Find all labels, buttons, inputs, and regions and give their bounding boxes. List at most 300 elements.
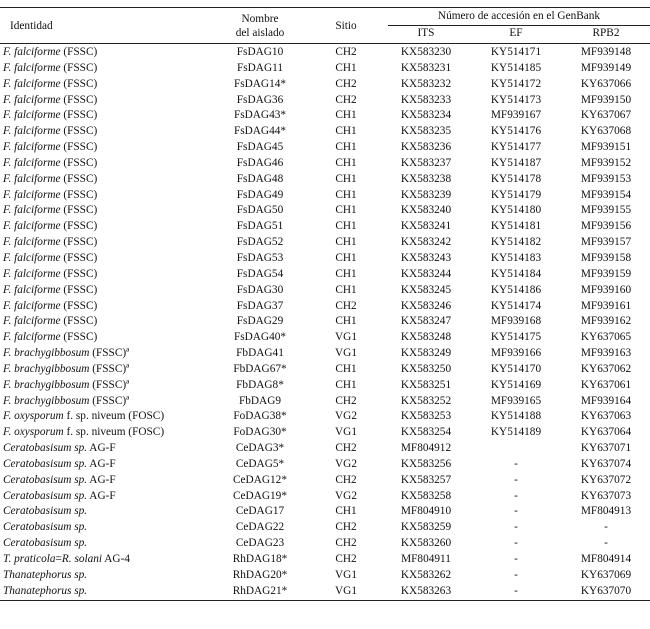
table-row	[0, 267, 650, 283]
cell-nombre: RhDAG21*	[210, 584, 310, 600]
cell-ef: KY514175	[490, 331, 542, 344]
species-name-italic: Ceratobasisum sp.	[3, 442, 88, 455]
cell-its: MF804912	[400, 442, 452, 455]
species-name-italic: F. falciforme	[3, 93, 61, 106]
cell-its: KX583245	[400, 283, 452, 296]
species-name-italic: F. falciforme	[3, 46, 61, 58]
cell-identidad	[0, 219, 210, 235]
species-name-italic: F. brachygibbosum	[3, 347, 90, 360]
cell-nombre: FbDAG8*	[236, 378, 284, 391]
cell-sitio: CH1	[335, 220, 357, 233]
cell-identidad	[0, 473, 210, 489]
species-name-italic: F. falciforme	[3, 204, 61, 217]
cell-its: KX583250	[400, 362, 452, 375]
cell-rpb2: MF939164	[580, 394, 632, 407]
genbank-accession-table	[0, 7, 650, 601]
species-name-italic: F. falciforme	[3, 220, 61, 233]
header-nombre-line1: Nombre	[241, 12, 279, 25]
cell-sitio: CH1	[335, 362, 357, 375]
cell-rpb2: MF939156	[580, 220, 632, 233]
cell-rpb2: MF939152	[580, 156, 632, 169]
table-row	[0, 219, 650, 235]
cell-sitio: VG1	[335, 347, 357, 360]
cell-rpb2: MF939162	[580, 315, 632, 328]
species-name-italic: F. falciforme	[3, 236, 61, 249]
species-qualifier: AG-4	[102, 553, 130, 565]
species-qualifier: (FSSC)	[60, 220, 98, 233]
species-qualifier: (FSSC)	[60, 331, 98, 344]
cell-ef: -	[514, 457, 518, 470]
cell-identidad	[0, 536, 210, 552]
cell-identidad	[0, 314, 210, 330]
table-row	[0, 156, 650, 172]
cell-ef: KY514173	[490, 93, 542, 106]
cell-identidad	[0, 251, 210, 267]
cell-its: KX583244	[400, 267, 452, 280]
cell-ef: KY514186	[490, 283, 542, 296]
table-row	[0, 77, 650, 93]
species-qualifier: (FSSC)	[60, 283, 98, 296]
cell-nombre: FsDAG51	[236, 220, 284, 233]
species-qualifier: =	[55, 553, 62, 565]
header-sitio: Sitio	[310, 8, 382, 44]
cell-sitio: CH1	[335, 109, 357, 122]
cell-nombre: FoDAG38*	[233, 410, 287, 423]
cell-identidad	[0, 156, 210, 172]
cell-nombre: FsDAG49	[236, 188, 284, 201]
cell-sitio: VG2	[335, 457, 357, 470]
header-identidad: Identidad	[0, 8, 210, 44]
cell-identidad	[0, 425, 210, 441]
cell-rpb2: MF939159	[580, 267, 632, 280]
cell-identidad	[0, 394, 210, 410]
cell-identidad	[0, 124, 210, 140]
cell-sitio: CH1	[335, 251, 357, 264]
species-qualifier: (FSSC)	[60, 46, 98, 58]
cell-its: KX583263	[382, 584, 470, 600]
species-name-italic: Ceratobasisum sp.	[3, 489, 88, 502]
table-row	[0, 346, 650, 362]
cell-sitio: CH1	[335, 61, 357, 74]
cell-rpb2: MF804914	[580, 553, 632, 565]
cell-its: KX583234	[400, 109, 452, 122]
cell-ef: MF939167	[490, 109, 542, 122]
table-row	[0, 330, 650, 346]
table-row	[0, 314, 650, 330]
species-name-italic: Ceratobasisum sp.	[3, 473, 88, 486]
species-name-italic: F. oxysporum	[3, 410, 64, 423]
cell-identidad	[0, 203, 210, 219]
table-row	[0, 584, 650, 600]
cell-rpb2: KY637061	[580, 378, 632, 391]
cell-nombre: CeDAG19*	[233, 489, 287, 502]
table-row	[0, 425, 650, 441]
cell-identidad	[0, 330, 210, 346]
table-row	[0, 489, 650, 505]
cell-rpb2: -	[604, 521, 608, 534]
cell-its: KX583249	[400, 347, 452, 360]
cell-its: MF804910	[400, 505, 452, 518]
cell-identidad	[0, 362, 210, 378]
cell-nombre: FsDAG50	[236, 204, 284, 217]
species-name-italic: F. brachygibbosum	[3, 394, 90, 407]
table-row	[0, 409, 650, 425]
cell-nombre: FoDAG30*	[233, 426, 287, 439]
cell-its: KX583253	[400, 410, 452, 423]
cell-ef: KY514174	[490, 299, 542, 312]
cell-its: KX583254	[400, 426, 452, 439]
cell-ef: KY514170	[490, 362, 542, 375]
cell-nombre: CeDAG3*	[235, 442, 285, 455]
cell-nombre: RhDAG20*	[232, 568, 288, 581]
table-row	[0, 61, 650, 77]
species-qualifier: (FSSC)	[60, 77, 98, 90]
species-name-italic: F. falciforme	[3, 299, 61, 312]
cell-nombre: FbDAG41	[236, 347, 284, 360]
species-name-italic: Ceratobasisum sp.	[3, 537, 88, 550]
cell-nombre: FsDAG43*	[233, 109, 287, 122]
cell-nombre: FsDAG40*	[233, 331, 287, 344]
species-name-italic: F. oxysporum	[3, 426, 64, 439]
cell-identidad	[0, 283, 210, 299]
cell-rpb2: MF939163	[580, 347, 632, 360]
cell-sitio: CH2	[335, 521, 357, 534]
species-qualifier: (FSSC)	[60, 188, 98, 201]
cell-nombre: FsDAG52	[236, 236, 284, 249]
cell-its: KX583256	[400, 457, 452, 470]
table-row	[0, 504, 650, 520]
table-row	[0, 93, 650, 109]
cell-ef	[470, 441, 562, 457]
species-qualifier: (FSSC)	[60, 204, 98, 217]
species-name-italic: Thanatephorus sp.	[3, 568, 88, 581]
cell-nombre: CeDAG5*	[235, 457, 285, 470]
cell-sitio: VG1	[310, 584, 382, 600]
cell-ef: KY514171	[490, 46, 542, 58]
cell-sitio: CH2	[335, 442, 357, 455]
species-qualifier: (FSSC)	[60, 61, 98, 74]
cell-identidad	[0, 378, 210, 394]
table-header	[0, 8, 650, 44]
cell-sitio: CH2	[335, 537, 357, 550]
species-name-italic: F. falciforme	[3, 188, 61, 201]
cell-ef: KY514187	[490, 156, 542, 169]
cell-identidad	[0, 267, 210, 283]
cell-ef: -	[514, 473, 518, 486]
cell-sitio: VG1	[335, 331, 357, 344]
table-row	[0, 140, 650, 156]
cell-ef: -	[514, 489, 518, 502]
table-row	[0, 441, 650, 457]
table-row	[0, 283, 650, 299]
species-qualifier: (FSSC)	[60, 125, 98, 138]
cell-rpb2: KY637064	[580, 426, 632, 439]
species-qualifier: (FSSC)	[60, 315, 98, 328]
cell-rpb2: KY637074	[580, 457, 632, 470]
header-genbank	[382, 8, 650, 27]
cell-ef: KY514185	[490, 61, 542, 74]
cell-rpb2: MF939153	[580, 172, 632, 185]
header-nombre	[210, 8, 310, 44]
species-name-italic: F. brachygibbosum	[3, 362, 90, 375]
species-name-italic: F. falciforme	[3, 109, 61, 122]
cell-ef: -	[514, 537, 518, 550]
cell-ef: KY514169	[490, 378, 542, 391]
cell-ef: KY514177	[490, 141, 542, 154]
cell-sitio: CH1	[335, 204, 357, 217]
cell-ef: KY514184	[490, 267, 542, 280]
cell-rpb2: KY637067	[580, 109, 632, 122]
cell-its: KX583240	[400, 204, 452, 217]
species-name-italic: Ceratobasisum sp.	[3, 457, 88, 470]
cell-sitio: CH2	[335, 77, 357, 90]
cell-identidad	[0, 299, 210, 315]
species-name-italic: F. falciforme	[3, 267, 61, 280]
species-qualifier: (FSSC)ª	[89, 378, 130, 391]
species-name-italic: F. brachygibbosum	[3, 378, 90, 391]
cell-rpb2: MF939155	[580, 204, 632, 217]
species-name-italic: F. falciforme	[3, 61, 61, 74]
cell-its: KX583242	[400, 236, 452, 249]
cell-identidad	[0, 346, 210, 362]
cell-identidad	[0, 140, 210, 156]
cell-sitio: CH1	[335, 236, 357, 249]
cell-rpb2: MF939160	[580, 283, 632, 296]
cell-ef: KY514180	[490, 204, 542, 217]
cell-rpb2: KY637066	[580, 77, 632, 90]
species-qualifier: (FSSC)	[60, 299, 98, 312]
cell-its: KX583257	[400, 473, 452, 486]
header-ef: EF	[470, 26, 562, 44]
cell-ef: MF939166	[490, 347, 542, 360]
cell-rpb2: KY637065	[580, 331, 632, 344]
cell-nombre: FsDAG44*	[233, 125, 287, 138]
cell-identidad	[0, 77, 210, 93]
cell-its: KX583239	[400, 188, 452, 201]
table-row	[0, 235, 650, 251]
table-row	[0, 44, 650, 61]
species-qualifier: AG-F	[87, 442, 116, 455]
cell-ef: KY514176	[490, 125, 542, 138]
cell-nombre: FsDAG29	[236, 315, 284, 328]
cell-identidad	[0, 44, 210, 61]
table-row	[0, 552, 650, 568]
table-row	[0, 172, 650, 188]
cell-nombre: CeDAG17	[235, 505, 285, 518]
cell-nombre: CeDAG22	[235, 521, 285, 534]
cell-nombre: FsDAG45	[236, 141, 284, 154]
cell-rpb2: KY637068	[580, 125, 632, 138]
cell-its: KX583260	[400, 537, 452, 550]
species-name-italic: R. solani	[61, 553, 103, 565]
cell-identidad	[0, 93, 210, 109]
table-row	[0, 124, 650, 140]
species-qualifier: f. sp. niveum (FOSC)	[63, 410, 165, 423]
cell-rpb2: MF939157	[580, 236, 632, 249]
cell-identidad	[0, 457, 210, 473]
species-qualifier: (FSSC)ª	[89, 347, 130, 360]
species-qualifier: AG-F	[87, 489, 116, 502]
species-qualifier: AG-F	[87, 457, 116, 470]
cell-sitio: VG1	[335, 426, 357, 439]
cell-rpb2: MF939148	[580, 46, 632, 58]
cell-ef: -	[514, 553, 518, 565]
cell-sitio: VG2	[335, 489, 357, 502]
species-name-italic: F. falciforme	[3, 141, 61, 154]
species-qualifier: (FSSC)	[60, 172, 98, 185]
cell-identidad	[0, 108, 210, 124]
table-row	[0, 378, 650, 394]
cell-nombre: FsDAG37	[236, 299, 284, 312]
species-name-italic: Ceratobasisum sp.	[3, 521, 88, 534]
species-name-italic: F. falciforme	[3, 156, 61, 169]
cell-identidad	[0, 235, 210, 251]
cell-sitio: CH2	[335, 553, 357, 565]
cell-identidad	[0, 61, 210, 77]
cell-nombre: FsDAG14*	[233, 77, 287, 90]
cell-rpb2: KY637071	[580, 442, 632, 455]
cell-its: KX583247	[400, 315, 452, 328]
species-qualifier: (FSSC)	[60, 236, 98, 249]
cell-rpb2: KY637072	[580, 473, 632, 486]
cell-ef: MF939168	[490, 315, 542, 328]
table-row	[0, 251, 650, 267]
species-name-italic: F. falciforme	[3, 77, 61, 90]
cell-nombre: RhDAG18*	[232, 553, 288, 565]
cell-rpb2: KY637069	[580, 568, 632, 581]
cell-identidad	[0, 441, 210, 457]
species-qualifier: AG-F	[87, 473, 116, 486]
cell-sitio: CH1	[335, 505, 357, 518]
cell-sitio: CH2	[335, 299, 357, 312]
cell-nombre: FsDAG46	[236, 156, 284, 169]
species-name-italic: Thanatephorus sp.	[3, 584, 88, 597]
cell-sitio: CH1	[335, 283, 357, 296]
cell-its: KX583231	[400, 61, 452, 74]
cell-its: KX583233	[400, 93, 452, 106]
cell-rpb2: MF939150	[580, 93, 632, 106]
cell-rpb2: MF939151	[580, 141, 632, 154]
cell-nombre: FsDAG36	[236, 93, 284, 106]
cell-identidad	[0, 584, 210, 600]
cell-sitio: CH1	[335, 156, 357, 169]
cell-ef: KY514189	[490, 426, 542, 439]
cell-nombre: FbDAG9	[238, 394, 282, 407]
table-row	[0, 108, 650, 124]
species-name-italic: T. praticola	[3, 553, 56, 565]
cell-ef: KY514183	[490, 251, 542, 264]
cell-its: KX583259	[400, 521, 452, 534]
header-rpb2: RPB2	[562, 26, 650, 44]
cell-ef: KY514181	[490, 220, 542, 233]
cell-its: KX583236	[400, 141, 452, 154]
cell-nombre: CeDAG12*	[233, 473, 287, 486]
cell-sitio: CH1	[335, 378, 357, 391]
cell-identidad	[0, 552, 210, 568]
cell-identidad	[0, 188, 210, 204]
species-name-italic: F. falciforme	[3, 331, 61, 344]
cell-its: KX583246	[400, 299, 452, 312]
cell-identidad	[0, 504, 210, 520]
cell-ef: -	[514, 521, 518, 534]
cell-its: KX583238	[400, 172, 452, 185]
table-row	[0, 568, 650, 584]
cell-nombre: FsDAG48	[236, 172, 284, 185]
cell-its: KX583232	[400, 77, 452, 90]
header-nombre-line2: del aislado	[235, 26, 285, 39]
cell-nombre: FbDAG67*	[233, 362, 287, 375]
cell-sitio: CH1	[335, 315, 357, 328]
species-name-italic: F. falciforme	[3, 125, 61, 138]
table-row	[0, 457, 650, 473]
species-qualifier: (FSSC)	[60, 141, 98, 154]
cell-identidad	[0, 409, 210, 425]
cell-ef: KY514182	[490, 236, 542, 249]
cell-its: KX583241	[400, 220, 452, 233]
header-genbank-label: Número de accesión en el GenBank	[388, 9, 650, 26]
species-name-italic: F. falciforme	[3, 172, 61, 185]
species-qualifier: (FSSC)	[60, 109, 98, 122]
table-row	[0, 473, 650, 489]
cell-sitio: CH1	[335, 172, 357, 185]
cell-ef: MF939165	[490, 394, 542, 407]
cell-nombre: FsDAG30	[236, 283, 284, 296]
cell-sitio: CH2	[335, 46, 357, 58]
cell-nombre: FsDAG11	[236, 61, 284, 74]
species-name-italic: F. falciforme	[3, 283, 61, 296]
species-qualifier: (FSSC)	[60, 267, 98, 280]
cell-nombre: CeDAG23	[235, 537, 285, 550]
species-qualifier: (FSSC)ª	[89, 362, 130, 375]
cell-its: KX583248	[400, 331, 452, 344]
cell-nombre: FsDAG54	[236, 267, 284, 280]
cell-its: KX583262	[400, 568, 452, 581]
cell-sitio: VG2	[335, 410, 357, 423]
cell-rpb2: MF939161	[580, 299, 632, 312]
cell-rpb2: -	[604, 537, 608, 550]
cell-rpb2: KY637073	[580, 489, 632, 502]
cell-ef: KY514172	[490, 77, 542, 90]
table-row	[0, 394, 650, 410]
species-qualifier: f. sp. niveum (FOSC)	[63, 426, 165, 439]
cell-its: KX583237	[400, 156, 452, 169]
cell-ef: KY514178	[490, 172, 542, 185]
table-row	[0, 536, 650, 552]
header-its: ITS	[382, 26, 470, 44]
species-qualifier: (FSSC)	[60, 251, 98, 264]
cell-its: KX583258	[400, 489, 452, 502]
cell-sitio: VG1	[335, 568, 357, 581]
cell-nombre: FsDAG53	[236, 251, 284, 264]
cell-sitio: CH2	[335, 473, 357, 486]
cell-rpb2: KY637062	[580, 362, 632, 375]
cell-its: KX583235	[400, 125, 452, 138]
cell-its: KX583251	[400, 378, 452, 391]
cell-identidad	[0, 520, 210, 536]
cell-rpb2: KY637063	[580, 410, 632, 423]
cell-sitio: CH1	[335, 188, 357, 201]
cell-sitio: CH1	[335, 141, 357, 154]
cell-rpb2: MF939158	[580, 251, 632, 264]
species-name-italic: F. falciforme	[3, 315, 61, 328]
table-row	[0, 520, 650, 536]
table-row	[0, 299, 650, 315]
cell-identidad	[0, 172, 210, 188]
cell-ef: KY514188	[490, 410, 542, 423]
species-qualifier: (FSSC)	[60, 156, 98, 169]
cell-rpb2: MF804913	[580, 505, 632, 518]
species-qualifier: (FSSC)ª	[89, 394, 130, 407]
